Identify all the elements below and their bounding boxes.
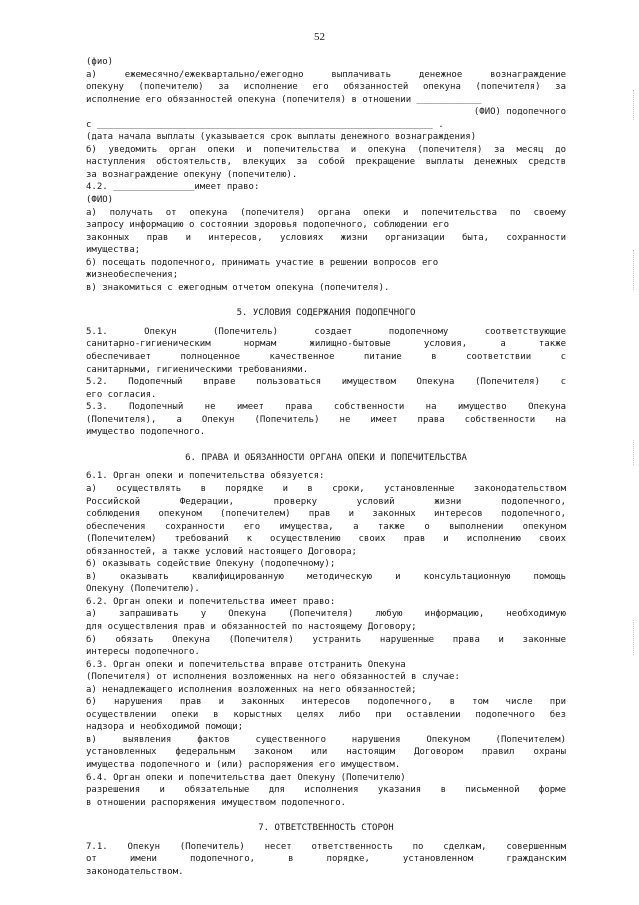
text-line: имущество подопечного. xyxy=(86,427,206,438)
scan-edge-mark xyxy=(633,90,637,120)
text-line: (фио) xyxy=(86,57,114,67)
text-line: имущества; xyxy=(86,245,141,256)
text-line: (Попечителя), а Опекун (Попечитель) не имеет права собственности на xyxy=(86,414,566,425)
text-line: (ФИО) подопечного xyxy=(473,107,566,118)
text-line: 4.2. _______________имеет право: xyxy=(86,182,260,193)
text-line: исполнение его обязанностей опекуна (попечителя) в отношении ____________ xyxy=(86,94,482,105)
text-line: 7.1. Опекун (Попечитель) несет ответственность по сделкам, совершенным xyxy=(86,841,566,852)
scan-edge-mark xyxy=(633,440,637,465)
text-line: от имени подопечного, в порядке, установленном гражданским xyxy=(86,854,566,865)
text-line: имущества подопечного и (или) распоряжения его имуществом. xyxy=(86,759,401,770)
scan-edge-mark xyxy=(633,250,637,290)
text-line: (Попечителя) от исполнения возложенных на него обязанностей в случае: xyxy=(86,672,460,683)
text-line: а) ежемесячно/ежеквартально/ежегодно выплачивать денежное вознаграждение xyxy=(86,69,566,80)
text-line: в отношении распоряжения имуществом подопечного. xyxy=(86,797,347,808)
text-line: с ______________________________________________________________ . xyxy=(86,119,444,130)
text-line: а) запрашивать у Опекуна (Попечителя) любую информацию, необходимую xyxy=(86,609,566,620)
scan-edge-mark xyxy=(633,620,637,655)
section-5-title: 5. УСЛОВИЯ СОДЕРЖАНИЯ ПОДОПЕЧНОГО xyxy=(236,308,416,319)
text-line: обеспечивает полноценное качественное питание в соответствии с xyxy=(86,352,566,363)
text-line: осуществлении опеки в корыстных целях либо при оставлении подопечного без xyxy=(86,709,566,720)
section-6-body xyxy=(86,470,566,809)
text-line: (Попечителем) требований к осуществлению своих прав и исполнению своих xyxy=(86,534,566,545)
text-line: наступления обстоятельств, влекущих за собой прекращение выплаты денежных средств xyxy=(86,157,566,168)
text-line: 6.2. Орган опеки и попечительства имеет право: xyxy=(86,596,336,607)
text-line: 5.2. Подопечный вправе пользоваться имуществом Опекуна (Попечителя) с xyxy=(86,377,566,388)
text-line: за вознаграждение опекуну (попечителю). xyxy=(86,169,298,180)
text-line: 6.4. Орган опеки и попечительства дает Опекуну (Попечителю) xyxy=(86,772,406,783)
contract-clause-4 xyxy=(86,56,566,294)
text-line: в) выявления фактов существенного нарушения Опекуном (Попечителем) xyxy=(86,734,566,745)
text-line: Опекуну (Попечителю). xyxy=(86,584,200,595)
text-line: а) ненадлежащего исполнения возложенных на него обязанностей; xyxy=(86,684,417,695)
text-line: а) осуществлять в порядке и в сроки, установленные законодательством xyxy=(86,483,566,494)
text-line: б) нарушения прав и законных интересов подопечного, в том числе при xyxy=(86,697,566,708)
text-line: санитарно-гигиеническим нормам жилищно-бытовые условия, а также xyxy=(86,339,566,350)
text-line: 5.1. Опекун (Попечитель) создает подопечному соответствующие xyxy=(86,326,566,337)
text-line: б) посещать подопечного, принимать участие в решении вопросов его xyxy=(86,257,439,268)
section-7-body xyxy=(86,841,566,879)
text-line: 6.1. Орган опеки и попечительства обязуется: xyxy=(86,471,325,482)
text-line: соблюдения опекуном (попечителем) прав и законных интересов подопечного, xyxy=(86,509,566,520)
text-line: 5.3. Подопечный не имеет права собственности на имущество Опекуна xyxy=(86,402,566,413)
text-line: (ФИО) xyxy=(86,195,114,206)
text-line: интересы подопечного. xyxy=(86,647,200,658)
text-line: 6.3. Орган опеки и попечительства вправе отстранить Опекуна xyxy=(86,659,406,670)
page-number: 52 xyxy=(314,31,325,43)
text-line: опекуну (попечителю) за исполнение его обязанностей опекуна (попечителя) за xyxy=(86,82,566,93)
text-line: его согласия. xyxy=(86,389,157,400)
text-line: санитарными, гигиеническими требованиями. xyxy=(86,364,309,375)
text-line: б) обязать Опекуна (Попечителя) устранить нарушенные права и законные xyxy=(86,634,566,645)
text-line: б) уведомить орган опеки и попечительства и опекуна (попечителя) за месяц до xyxy=(86,144,566,155)
text-line: жизнеобеспечения; xyxy=(86,270,179,281)
text-line: обеспечения сохранности его имущества, а также о выполнении опекуном xyxy=(86,521,566,532)
section-5-body xyxy=(86,326,566,439)
text-line: обязанностей, а также условий настоящего Договора; xyxy=(86,546,357,557)
page-content xyxy=(86,56,566,878)
text-line: в) оказывать квалифицированную методическую и консультационную помощь xyxy=(86,571,566,582)
text-line: для осуществления прав и обязанностей по настоящему Договору; xyxy=(86,621,417,632)
text-line: (дата начала выплаты (указывается срок выплаты денежного вознаграждения) xyxy=(86,132,477,143)
text-line: Российской Федерации, проверку условий жизни подопечного, xyxy=(86,496,566,507)
text-line: разрешения и обязательные для исполнения указания в письменной форме xyxy=(86,785,566,796)
text-line: законодательством. xyxy=(86,866,184,877)
section-7-title: 7. ОТВЕТСТВЕННОСТЬ СТОРОН xyxy=(258,823,394,834)
section-6-title: 6. ПРАВА И ОБЯЗАННОСТИ ОРГАНА ОПЕКИ И ПОПЕЧИТЕЛЬСТВА xyxy=(185,452,467,463)
text-line: законных прав и интересов, условиях жизни организации быта, сохранности xyxy=(86,232,566,243)
text-line: в) знакомиться с ежегодным отчетом опекуна (попечителя). xyxy=(86,282,390,293)
text-line: б) оказывать содействие Опекуну (подопечному); xyxy=(86,559,336,570)
text-line: а) получать от опекуна (попечителя) органа опеки и попечительства по своему xyxy=(86,207,566,218)
text-line: установленных федеральным законом или настоящим Договором правил охраны xyxy=(86,747,566,758)
text-line: запросу информацию о состоянии здоровья подопечного, соблюдении его xyxy=(86,220,450,231)
text-line: надзора и необходимой помощи; xyxy=(86,722,244,733)
